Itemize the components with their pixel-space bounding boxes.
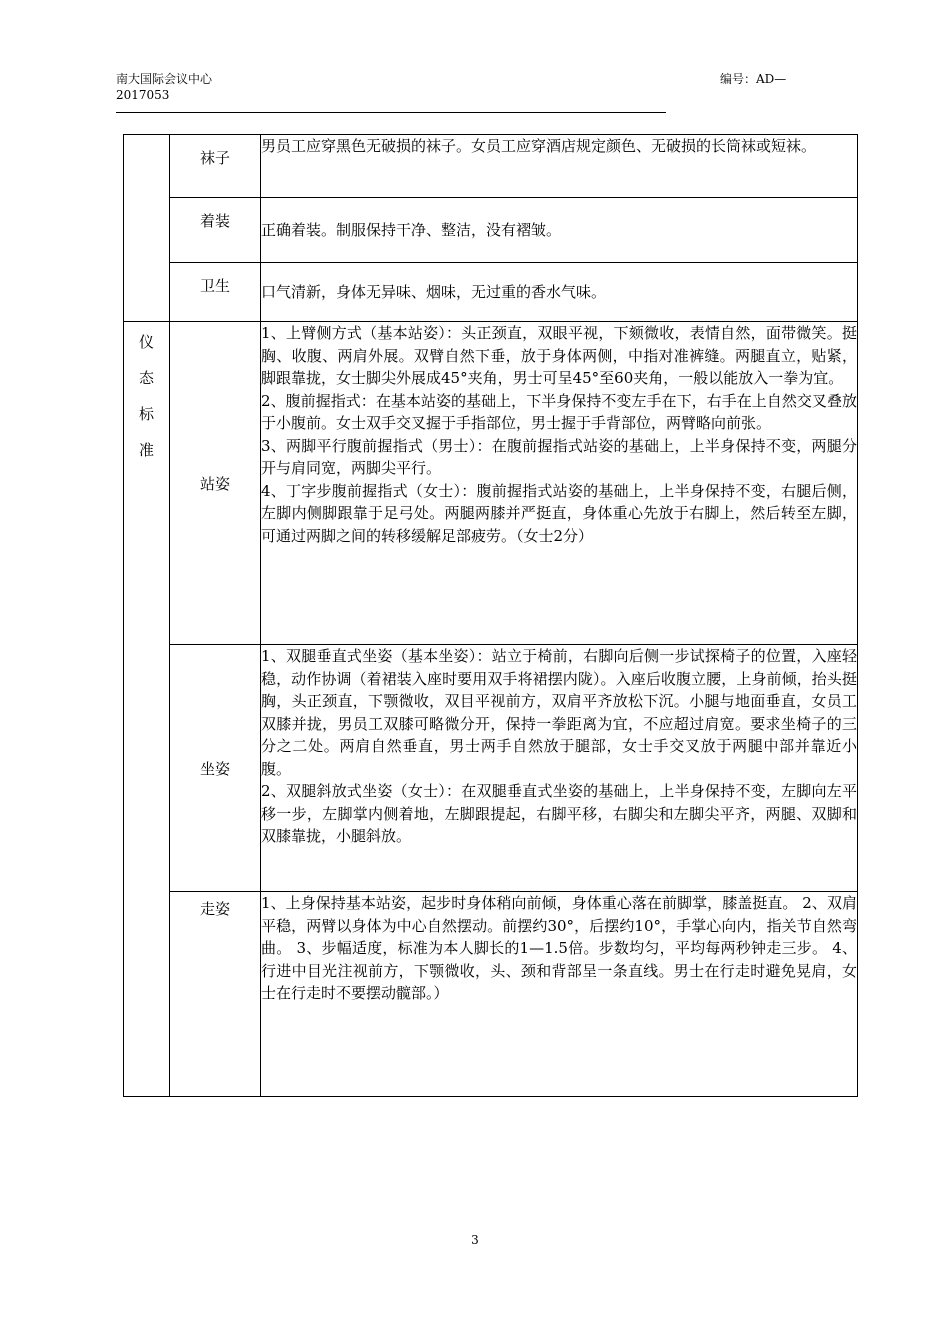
description-line: 1、上身保持基本站姿，起步时身体稍向前倾，身体重心落在前脚掌，膝盖挺直。 2、双肩平稳，两臂以身体为中心自然摆动。前摆约30°，后摆约10°，手掌心向内，指关节自然弯曲。 3、步幅适度，标准为本人脚长的1—1.5倍。步数均匀，平均每两秒钟走三步。 4、行进中目光注视前方，下颚微收，头、颈和背部呈一条直线。男士在行走时避免晃肩，女士在行走时不要摆动髋部。） <box>261 894 857 1002</box>
header-organization: 南大国际会议中心 <box>116 72 213 86</box>
description-line: 4、丁字步腹前握指式（女士）：腹前握指式站姿的基础上，上半身保持不变，右腿后侧，左脚内侧脚跟靠于足弓处。两腿两膝并严挺直，身体重心先放于右脚上，然后转至左脚，可通过两脚之间的转移缓解足部疲劳。（女士2分） <box>261 481 857 545</box>
item-description <box>261 322 858 645</box>
description-line: 1、上臂侧方式（基本站姿）：头正颈直，双眼平视，下颏微收，表情自然，面带微笑。挺胸、收腹、两肩外展。双臂自然下垂，放于身体两侧，中指对准裤缝。两腿直立，贴紧，脚跟靠拢，女士脚尖外展成45°夹角，男士可呈45°至60夹角，一般以能放入一拳为宜。 <box>261 324 857 387</box>
item-label: 卫生 <box>170 263 261 322</box>
header-code: 编号：AD— <box>720 72 787 86</box>
standards-table <box>123 134 858 1097</box>
description-line: 3、两脚平行腹前握指式（男士）：在腹前握指式站姿的基础上，上半身保持不变，两腿分开与肩同宽，两脚尖平行。 <box>261 436 857 477</box>
item-description <box>261 198 858 263</box>
category-cell-main <box>124 322 170 1097</box>
table-row <box>124 198 858 263</box>
page-number: 3 <box>471 1233 479 1247</box>
table-row <box>124 322 858 645</box>
category-cell-top <box>124 135 170 322</box>
table-row <box>124 892 858 1097</box>
item-label: 袜子 <box>170 135 261 198</box>
header-doc-number: 2017053 <box>116 88 170 102</box>
description-line: 男员工应穿黑色无破损的袜子。女员工应穿酒店规定颜色、无破损的长筒袜或短袜。 <box>261 137 817 155</box>
table-row <box>124 135 858 198</box>
item-description <box>261 135 858 198</box>
table-row <box>124 263 858 322</box>
description-line: 2、双腿斜放式坐姿（女士）：在双腿垂直式坐姿的基础上，上半身保持不变，左脚向左平移一步，左脚掌内侧着地，左脚跟提起，右脚平移，右脚尖和左脚尖平齐，两腿、双脚和双膝靠拢，小腿斜放。 <box>261 782 857 845</box>
description-line: 正确着装。制服保持干净、整洁，没有褶皱。 <box>261 220 562 239</box>
table-row <box>124 645 858 892</box>
item-label: 站姿 <box>170 322 261 645</box>
description-line: 1、双腿垂直式坐姿（基本坐姿）：站立于椅前，右脚向后侧一步试探椅子的位置，入座轻稳，动作协调（着裙装入座时要用双手将裙摆内陇）。入座后收腹立腰，上身前倾，抬头挺胸，头正颈直，下颚微收，双目平视前方，双肩平齐放松下沉。小腿与地面垂直，女员工双膝并拢，男员工双膝可略微分开，保持一拳距离为宜，不应超过肩宽。要求坐椅子的三分之二处。两肩自然垂直，男士两手自然放于腿部，女士手交叉放于两腿中部并靠近小腹。 <box>261 647 857 778</box>
description-line: 口气清新，身体无异味、烟味，无过重的香水气味。 <box>261 282 607 301</box>
category-label-main: 仪态标准 <box>138 333 154 459</box>
header-rule <box>116 112 666 113</box>
item-label: 坐姿 <box>170 645 261 892</box>
item-description <box>261 263 858 322</box>
item-label: 走姿 <box>170 892 261 1097</box>
item-description <box>261 892 858 1097</box>
description-line: 2、腹前握指式：在基本站姿的基础上，下半身保持不变左手在下，右手在上自然交叉叠放于小腹前。女士双手交叉握于手指部位，男士握于手背部位，两臂略向前张。 <box>261 391 857 432</box>
item-label: 着装 <box>170 198 261 263</box>
item-description <box>261 645 858 892</box>
